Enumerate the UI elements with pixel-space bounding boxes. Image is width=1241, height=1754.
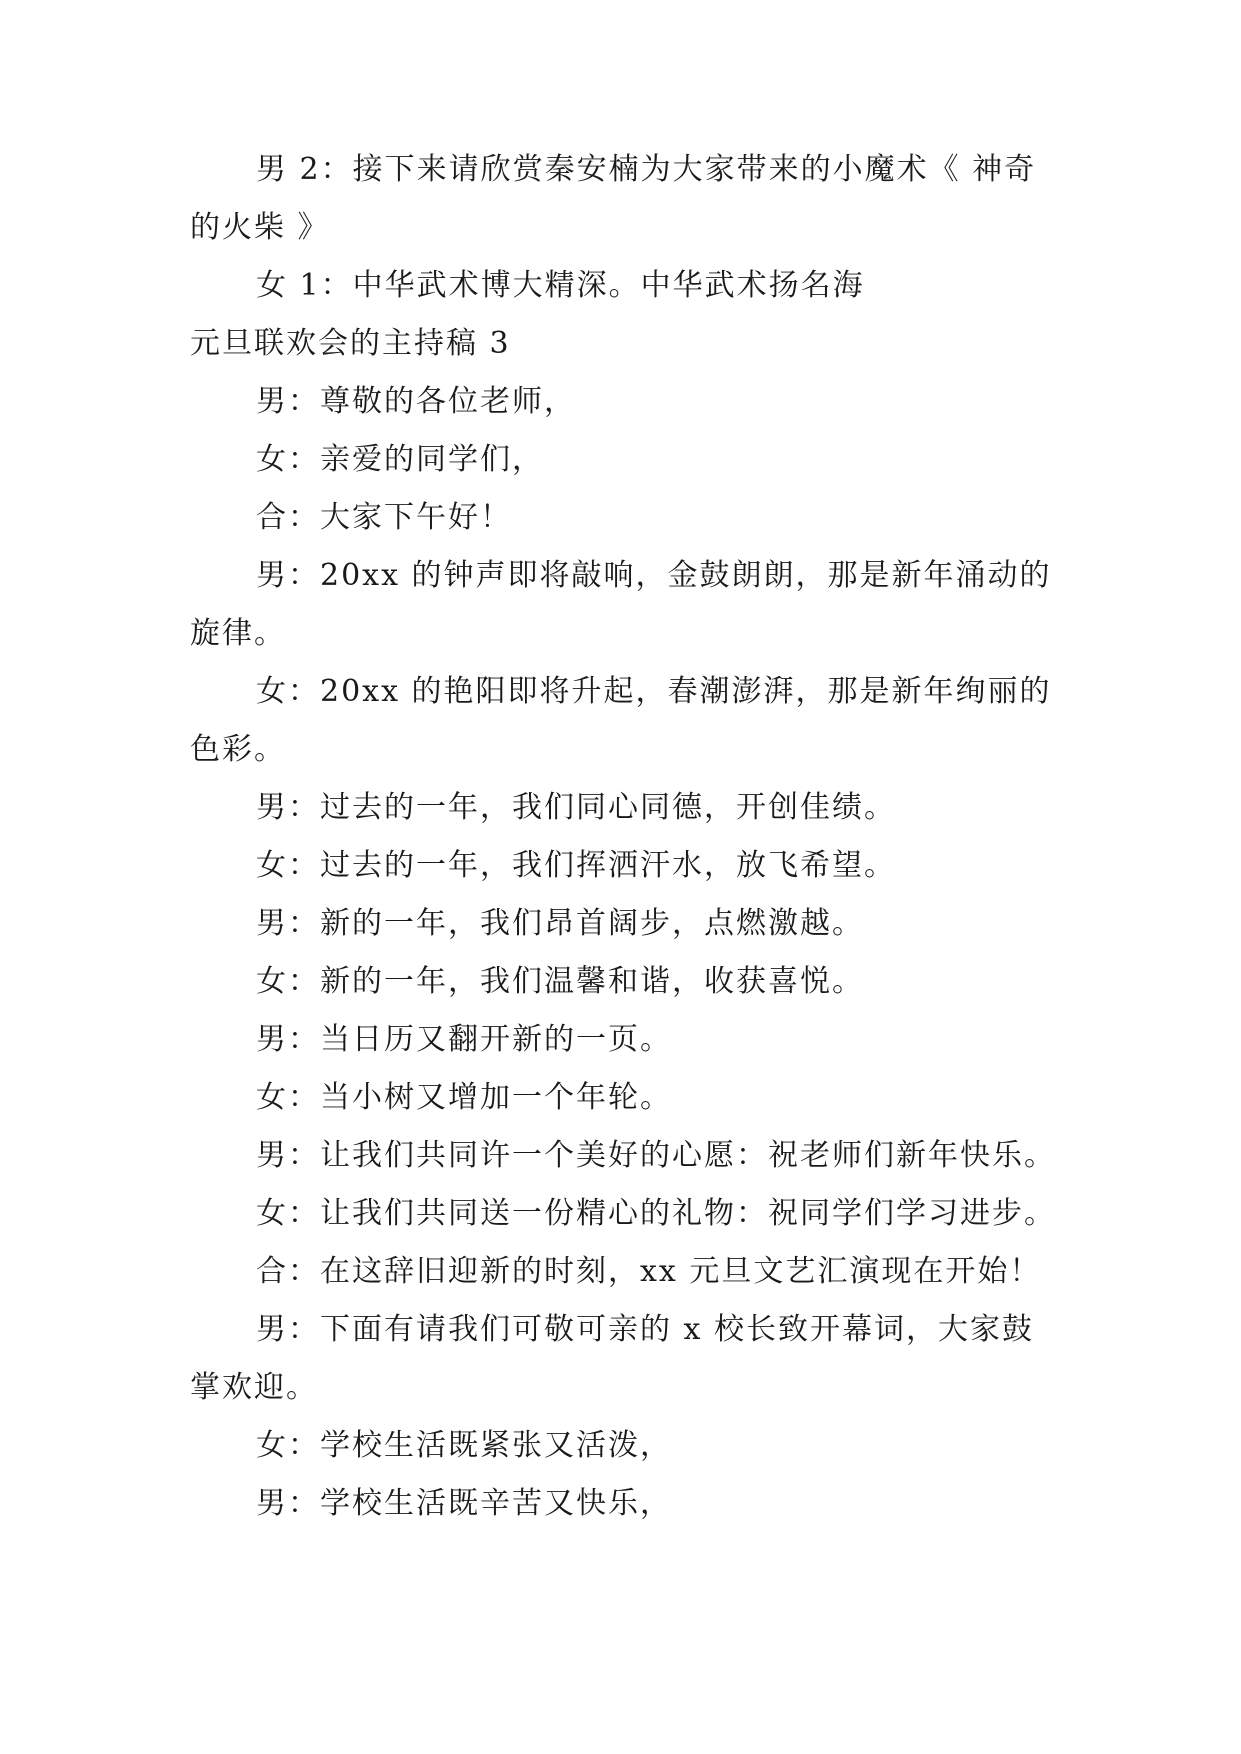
- text-line: 女 1：中华武术博大精深。中华武术扬名海: [256, 268, 865, 303]
- text-line: 旋律。: [190, 616, 286, 651]
- text-line: 女：当小树又增加一个年轮。: [256, 1080, 672, 1115]
- text-line: 合：在这辞旧迎新的时刻，xx 元旦文艺汇演现在开始！: [256, 1254, 1042, 1289]
- text-line: 女：学校生活既紧张又活泼，: [256, 1428, 672, 1463]
- text-line: 男：让我们共同许一个美好的心愿：祝老师们新年快乐。: [256, 1138, 1056, 1173]
- section-heading: 元旦联欢会的主持稿 3: [190, 326, 511, 361]
- text-line: 男 2：接下来请欣赏秦安楠为大家带来的小魔术《 神奇: [256, 152, 1037, 187]
- text-line: 男：新的一年，我们昂首阔步，点燃激越。: [256, 906, 864, 941]
- text-line: 女：新的一年，我们温馨和谐，收获喜悦。: [256, 964, 864, 999]
- text-line: 男：尊敬的各位老师，: [256, 384, 576, 419]
- text-line: 色彩。: [190, 732, 286, 767]
- text-line: 女：让我们共同送一份精心的礼物：祝同学们学习进步。: [256, 1196, 1056, 1231]
- text-line: 的火柴 》: [190, 210, 330, 245]
- text-line: 男：过去的一年，我们同心同德，开创佳绩。: [256, 790, 896, 825]
- text-line: 掌欢迎。: [190, 1370, 318, 1405]
- text-line: 女：过去的一年，我们挥洒汗水，放飞希望。: [256, 848, 896, 883]
- text-line: 男：20xx 的钟声即将敲响，金鼓朗朗，那是新年涌动的: [256, 558, 1052, 593]
- text-line: 男：当日历又翻开新的一页。: [256, 1022, 672, 1057]
- text-line: 男：学校生活既辛苦又快乐，: [256, 1486, 672, 1521]
- text-line: 女：亲爱的同学们，: [256, 442, 544, 477]
- text-line: 男：下面有请我们可敬可亲的 x 校长致开幕词，大家鼓: [256, 1312, 1034, 1347]
- text-line: 女：20xx 的艳阳即将升起，春潮澎湃，那是新年绚丽的: [256, 674, 1052, 709]
- text-line: 合：大家下午好！: [256, 500, 512, 535]
